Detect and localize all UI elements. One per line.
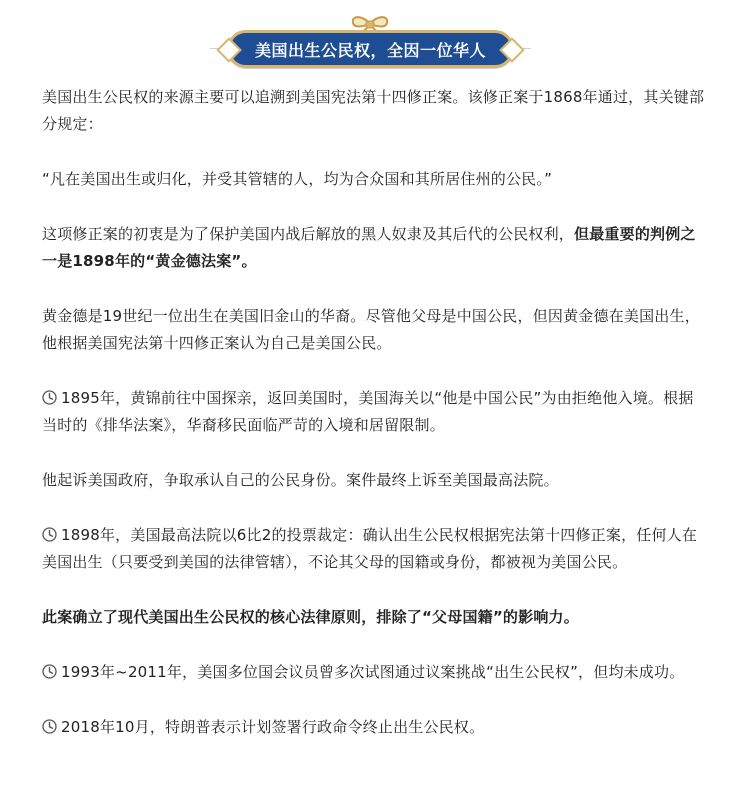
clock-icon: [42, 719, 57, 734]
paragraph-quote: “凡在美国出生或归化，并受其管辖的人，均为合众国和其所居住州的公民。”: [42, 170, 553, 188]
timeline-2018: [42, 714, 707, 741]
clock-icon: [42, 390, 57, 405]
timeline-2018-text: 2018年10月，特朗普表示计划签署行政命令终止出生公民权。: [61, 718, 485, 736]
paragraph-purpose: [42, 221, 707, 275]
paragraph-origin: 美国出生公民权的来源主要可以追溯到美国宪法第十四修正案。该修正案于1868年通过，其关键部分规定：: [42, 88, 705, 133]
timeline-1993-2011-text: 1993年~2011年，美国多位国会议员曾多次试图通过议案挑战“出生公民权”，但均未成功。: [61, 663, 685, 681]
paragraph-lawsuit: 他起诉美国政府，争取承认自己的公民身份。案件最终上诉至美国最高法院。: [42, 471, 559, 489]
timeline-1895-text: 1895年，黄锦前往中国探亲，返回美国时，美国海关以“他是中国公民”为由拒绝他入境。根据当时的《排华法案》，华裔移民面临严苛的入境和居留限制。: [42, 389, 694, 434]
article-header: [0, 0, 741, 85]
paragraph-wong-kim-ark: 黄金德是19世纪一位出生在美国旧金山的华裔。尽管他父母是中国公民，但因黄金德在美国出生，他根据美国宪法第十四修正案认为自己是美国公民。: [42, 307, 700, 352]
clock-icon: [42, 527, 57, 542]
timeline-1895: [42, 385, 707, 439]
timeline-1898: [42, 522, 707, 576]
page-title: 美国出生公民权，全因一位华人: [254, 40, 486, 60]
purpose-bold-text: 但最重要的判例之一是1898年的“黄金德法案”。: [42, 225, 696, 270]
timeline-1993-2011: [42, 659, 707, 686]
article-body: [42, 84, 707, 769]
title-ribbon: [227, 30, 514, 68]
purpose-text: 这项修正案的初衷是为了保护美国内战后解放的黑人奴隶及其后代的公民权利，: [42, 225, 575, 243]
clock-icon: [42, 664, 57, 679]
paragraph-principle: 此案确立了现代美国出生公民权的核心法律原则，排除了“父母国籍”的影响力。: [42, 608, 579, 626]
timeline-1898-text: 1898年，美国最高法院以6比2的投票裁定：确认出生公民权根据宪法第十四修正案，任何人在美国出生（只要受到美国的法律管辖），不论其父母的国籍或身份，都被视为美国公民。: [42, 526, 698, 571]
